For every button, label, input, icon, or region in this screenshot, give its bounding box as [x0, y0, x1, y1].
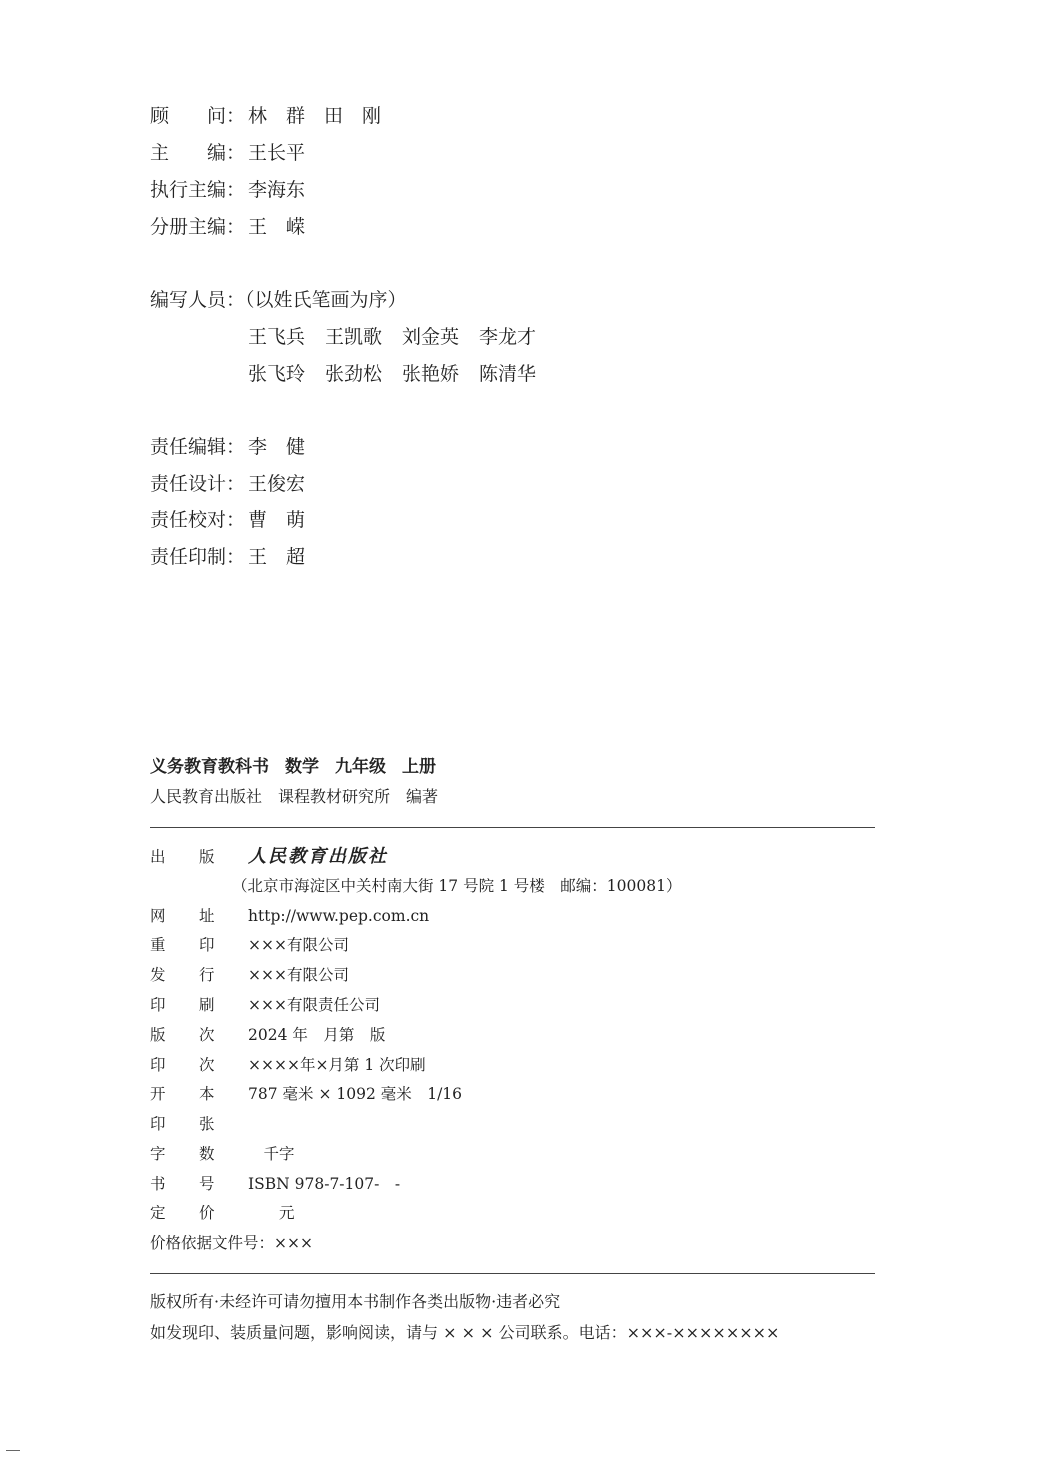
imprint-value: ×××有限责任公司	[248, 996, 380, 1014]
credit-label: 责任校对：	[150, 509, 246, 531]
copyright-notice: 版权所有·未经许可请勿擅用本书制作各类出版物·违者必究	[150, 1292, 561, 1311]
imprint-value: ISBN 978-7-107- -	[248, 1175, 401, 1193]
imprint-value: ×××有限公司	[248, 966, 349, 984]
imprint-key: 次	[199, 1056, 215, 1074]
imprint-row	[150, 1023, 385, 1047]
imprint-row	[150, 993, 380, 1017]
credit-value: 王俊宏	[248, 473, 306, 495]
crop-mark	[6, 1450, 20, 1451]
credit-adviser	[150, 101, 381, 131]
divider-top	[150, 827, 875, 828]
imprint-value: ××××年×月第 1 次印刷	[248, 1056, 426, 1074]
price-basis: 价格依据文件号：×××	[150, 1234, 313, 1252]
imprint-value: 2024 年 月第 版	[248, 1026, 386, 1044]
imprint-key: 开	[150, 1085, 166, 1103]
imprint-key: 址	[199, 907, 215, 925]
publisher-logo: 人民教育出版社	[248, 846, 388, 867]
book-editor	[150, 784, 454, 810]
credit-value: 王长平	[248, 142, 306, 164]
writer-name: 张飞玲	[248, 363, 306, 385]
imprint-key: 号	[199, 1175, 215, 1193]
imprint-row	[150, 1142, 295, 1166]
responsible-proofreader	[150, 505, 305, 535]
credit-value: 李 健	[248, 436, 306, 458]
imprint-key: 价	[199, 1204, 215, 1222]
imprint-value: ×××有限公司	[248, 936, 349, 954]
imprint-value: 元	[248, 1204, 295, 1222]
imprint-row	[150, 1053, 426, 1077]
writer-name: 王凯歌	[325, 326, 383, 348]
imprint-key: 网	[150, 907, 166, 925]
writer-name: 张艳娇	[402, 363, 460, 385]
divider-bottom	[150, 1273, 875, 1274]
credit-label: 顾 问：	[150, 105, 246, 127]
imprint-key: 字	[150, 1145, 166, 1163]
book-grade: 九年级	[335, 757, 386, 777]
imprint-key: 发	[150, 966, 166, 984]
credit-executive-editor	[150, 175, 305, 205]
credit-label: 分册主编：	[150, 216, 246, 238]
imprint-address: （北京市海淀区中关村南大街 17 号院 1 号楼 邮编：100081）	[232, 877, 682, 895]
book-title	[150, 754, 452, 780]
imprint-key: 印	[150, 1115, 166, 1133]
credit-value: 王 嵘	[248, 216, 306, 238]
credit-volume-editor	[150, 212, 305, 242]
responsible-printing	[150, 542, 305, 572]
imprint-key: 印	[199, 936, 215, 954]
imprint-key: 张	[199, 1115, 215, 1133]
imprint-key: 刷	[199, 996, 215, 1014]
publisher-name: 人民教育出版社	[150, 787, 263, 806]
imprint-website[interactable]: http://www.pep.com.cn	[248, 907, 430, 925]
imprint-row	[150, 933, 349, 957]
responsible-editor	[150, 432, 305, 462]
writers-row-1	[248, 322, 556, 352]
institute-name: 课程教材研究所	[278, 787, 391, 806]
imprint-row	[150, 1082, 462, 1106]
credit-chief-editor	[150, 138, 305, 168]
imprint-key: 数	[199, 1145, 215, 1163]
imprint-key: 定	[150, 1204, 166, 1222]
responsible-designer	[150, 469, 305, 499]
credit-label: 执行主编：	[150, 179, 246, 201]
credit-label: 责任印制：	[150, 546, 246, 568]
imprint-row	[150, 904, 429, 928]
credit-label: 责任设计：	[150, 473, 246, 495]
imprint-key: 本	[199, 1085, 215, 1103]
credit-label: 主 编：	[150, 142, 246, 164]
imprint-publisher	[150, 845, 388, 869]
imprint-row	[150, 963, 349, 987]
credit-value: 林 群 田 刚	[248, 105, 382, 127]
writer-name: 陈清华	[479, 363, 537, 385]
imprint-key: 次	[199, 1026, 215, 1044]
writers-title: 编写人员：（以姓氏笔画为序）	[150, 289, 407, 311]
writer-name: 王飞兵	[248, 326, 306, 348]
credit-label: 责任编辑：	[150, 436, 246, 458]
writer-name: 张劲松	[325, 363, 383, 385]
book-volume: 上册	[402, 757, 436, 777]
writers-row-2	[248, 359, 556, 389]
imprint-value: 千字	[248, 1145, 295, 1163]
book-subject: 数学	[285, 757, 319, 777]
imprint-value: 787 毫米 × 1092 毫米 1/16	[248, 1085, 463, 1103]
credit-value: 李海东	[248, 179, 306, 201]
imprint-key: 版	[199, 848, 215, 866]
imprint-key: 出	[150, 848, 166, 866]
imprint-row	[150, 1201, 295, 1225]
imprint-key: 版	[150, 1026, 166, 1044]
writer-name: 刘金英	[402, 326, 460, 348]
imprint-key: 重	[150, 936, 166, 954]
imprint-row	[150, 1112, 248, 1136]
credit-value: 曹 萌	[248, 509, 306, 531]
imprint-key: 行	[199, 966, 215, 984]
writer-name: 李龙才	[479, 326, 537, 348]
imprint-key: 印	[150, 996, 166, 1014]
imprint-key: 书	[150, 1175, 166, 1193]
compiled-label: 编著	[406, 787, 439, 806]
contact-notice: 如发现印、装质量问题，影响阅读，请与 × × × 公司联系。电话：×××-××××××××	[150, 1323, 780, 1342]
book-series: 义务教育教科书	[150, 757, 269, 777]
credit-value: 王 超	[248, 546, 306, 568]
imprint-key: 印	[150, 1056, 166, 1074]
imprint-row	[150, 1172, 400, 1196]
